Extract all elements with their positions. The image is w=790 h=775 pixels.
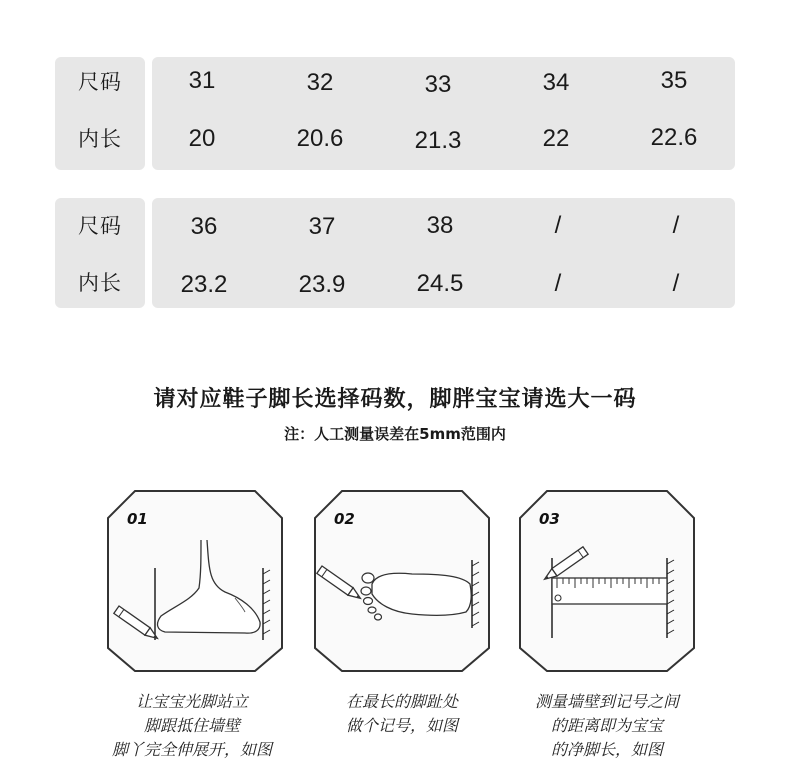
step-number: 01 [127,510,148,528]
size-cell: 34 [542,69,570,96]
size-cell: 33 [424,71,452,98]
length-cell: / [554,270,562,297]
step-3-caption [507,690,707,762]
length-cell: 21.3 [414,127,462,154]
caption-line: 让宝宝光脚站立 [135,692,248,711]
length-cell: 20 [188,125,216,152]
caption-line: 脚丫完全伸展开，如图 [111,740,272,759]
table-label-column [55,57,145,170]
length-cell: 23.2 [180,271,228,298]
table-values-panel [152,57,735,170]
length-cell: 22 [542,125,570,152]
length-cell: 20.6 [296,125,344,152]
row-label-size: 尺码 [78,214,122,238]
measurement-note: 注：人工测量误差在5mm范围内 [284,425,506,443]
row-label-length: 内长 [78,271,122,295]
caption-line: 脚跟抵住墙壁 [143,716,240,735]
table-label-column [55,198,145,308]
size-cell: 35 [660,67,688,94]
row-label-size: 尺码 [78,70,122,94]
step-2-illustration [312,488,492,673]
size-table-1 [55,57,735,170]
step-3-illustration [517,488,697,673]
size-table-2 [55,198,735,308]
caption-line: 的距离即为宝宝 [550,716,663,735]
size-cell: 36 [190,213,218,240]
caption-line: 做个记号，如图 [345,716,458,735]
caption-line: 的净脚长，如图 [550,740,663,759]
table-values-panel [152,198,735,308]
length-cell: 22.6 [650,124,698,151]
size-cell: 32 [306,69,334,96]
size-cell: 38 [426,212,454,239]
step-number: 02 [334,510,355,528]
step-2-caption [302,690,502,738]
step-number: 03 [539,510,560,528]
size-cell: 37 [308,213,336,240]
length-cell: 24.5 [416,270,464,297]
size-cell: 31 [188,67,216,94]
caption-line: 在最长的脚趾处 [345,692,458,711]
step-1-caption [92,690,292,762]
length-cell: 23.9 [298,271,346,298]
headline: 请对应鞋子脚长选择码数，脚胖宝宝请选大一码 [153,387,637,412]
size-cell: / [554,212,562,239]
size-cell: / [672,212,680,239]
caption-line: 测量墙壁到记号之间 [534,692,679,711]
row-label-length: 内长 [78,127,122,151]
length-cell: / [672,270,680,297]
step-1-illustration [105,488,285,673]
